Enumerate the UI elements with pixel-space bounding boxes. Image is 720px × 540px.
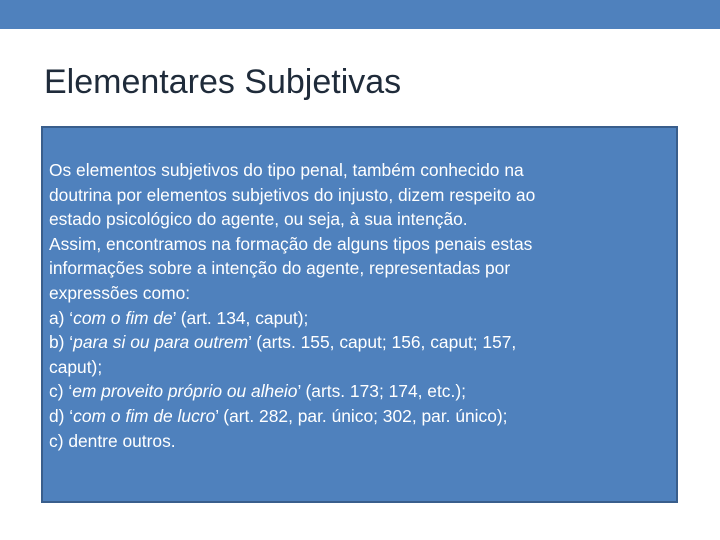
paragraph-line: estado psicológico do agente, ou seja, à sua intenção. bbox=[49, 209, 468, 230]
list-item-b bbox=[49, 330, 677, 355]
list-item-term: com o fim de lucro bbox=[73, 405, 216, 426]
paragraph-line: Os elementos subjetivos do tipo penal, também conhecido na bbox=[49, 160, 524, 180]
paragraph-line: expressões como: bbox=[49, 282, 191, 303]
list-item-term: para si ou para outrem bbox=[73, 332, 249, 353]
list-item-b-continuation: caput); bbox=[49, 356, 103, 377]
list-item-prefix: a) ‘ bbox=[49, 307, 74, 328]
list-item-others: c) dentre outros. bbox=[49, 430, 176, 451]
list-item-prefix: c) ‘ bbox=[49, 381, 73, 402]
list-item-a bbox=[49, 306, 677, 331]
body-text bbox=[49, 158, 677, 453]
list-item-prefix: b) ‘ bbox=[49, 332, 74, 353]
list-item-term: em proveito próprio ou alheio bbox=[72, 381, 298, 402]
top-accent-bar bbox=[0, 0, 720, 29]
paragraph-line: Assim, encontramos na formação de alguns tipos penais estas bbox=[49, 233, 533, 254]
list-item-reference: ’ (arts. 173; 174, etc.); bbox=[297, 381, 466, 402]
paragraph-line: doutrina por elementos subjetivos do injusto, dizem respeito ao bbox=[49, 184, 536, 205]
list-item-d bbox=[49, 404, 677, 429]
list-item-reference: ’ (art. 282, par. único; 302, par. único); bbox=[215, 405, 508, 426]
list-item-reference: ’ (arts. 155, caput; 156, caput; 157, bbox=[248, 332, 517, 353]
list-item-prefix: d) ‘ bbox=[49, 405, 74, 426]
list-item-reference: ’ (art. 134, caput); bbox=[172, 307, 309, 328]
content-box bbox=[41, 126, 678, 503]
list-item-c bbox=[49, 379, 677, 404]
slide-title: Elementares Subjetivas bbox=[44, 63, 402, 101]
list-item-term: com o fim de bbox=[73, 307, 173, 328]
paragraph-line: informações sobre a intenção do agente, representadas por bbox=[49, 258, 511, 279]
